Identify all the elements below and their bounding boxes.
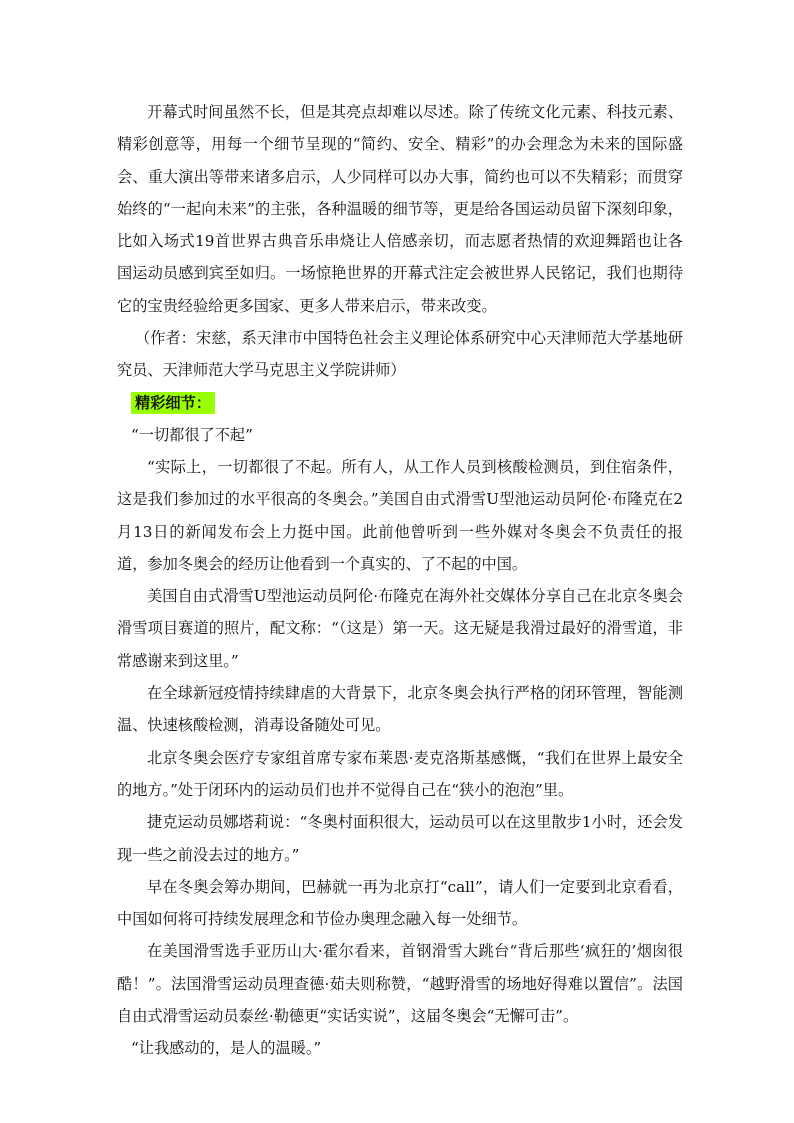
paragraph-athletes-praise: 在美国滑雪选手亚历山大·霍尔看来，首钢滑雪大跳台“背后那些‘疯狂的’烟囱很酷！”。法国滑雪运动员理查德·茹夫则称赞，“越野滑雪的场地好得难以置信”。法国自由式滑雪运动员泰丝·勒德更“实话实说”，这届冬奥会“无懈可击”。	[117, 942, 683, 1026]
paragraph-mccloskey: 北京冬奥会医疗专家组首席专家布莱恩·麦克洛斯基感慨，“我们在世界上最安全的地方。”处于闭环内的运动员们也并不觉得自己在“狭小的泡泡”里。	[117, 748, 683, 799]
document-body	[117, 96, 683, 1065]
paragraph-opening-ceremony: 开幕式时间虽然不长，但是其亮点却难以尽述。除了传统文化元素、科技元素、精彩创意等，用每一个细节呈现的“简约、安全、精彩”的办会理念为未来的国际盛会、重大演出等带来诸多启示，人少同样可以办大事，简约也可以不失精彩；而贯穿始终的“一起向未来”的主张，各种温暖的细节等，更是给各国运动员留下深刻印象，比如入场式19首世界古典音乐串烧让人倍感亲切，而志愿者热情的欢迎舞蹈也让各国运动员感到宾至如归。一场惊艳世界的开幕式注定会被世界人民铭记，我们也期待它的宝贵经验给更多国家、更多人带来启示，带来改变。	[117, 103, 683, 315]
quote-heading-1: “一切都很了不起”	[131, 425, 253, 444]
paragraph-bach: 早在冬奥会筹办期间，巴赫就一再为北京打“call”，请人们一定要到北京看看，中国如何将可持续发展理念和节俭办奥理念融入每一处细节。	[117, 877, 683, 929]
paragraph-closed-loop: 在全球新冠疫情持续肆虐的大背景下，北京冬奥会执行严格的闭环管理，智能测温、快速核酸检测，消毒设备随处可见。	[117, 684, 683, 735]
paragraph-bronk-quote: “实际上，一切都很了不起。所有人，从工作人员到核酸检测员，到住宿条件，这是我们参加过的水平很高的冬奥会。”美国自由式滑雪U型池运动员阿伦·布隆克在2月13日的新闻发布会上力挺中国。此前他曾听到一些外媒对冬奥会不负责任的报道，参加冬奥会的经历让他看到一个真实的、了不起的中国。	[117, 457, 683, 573]
author-note: （作者：宋慈，系天津市中国特色社会主义理论体系研究中心天津师范大学基地研究员、天津师范大学马克思主义学院讲师）	[117, 329, 683, 380]
section-heading: 精彩细节：	[131, 392, 215, 414]
paragraph-bronk-social: 美国自由式滑雪U型池运动员阿伦·布隆克在海外社交媒体分享自己在北京冬奥会滑雪项目赛道的照片，配文称：“（这是）第一天。这无疑是我滑过最好的滑雪道，非常感谢来到这里。”	[117, 587, 683, 670]
section-heading-line	[117, 387, 683, 419]
quote-heading-2: “让我感动的，是人的温暖。”	[131, 1039, 322, 1058]
paragraph-natalie: 捷克运动员娜塔莉说：“冬奥村面积很大，运动员可以在这里散步1小时，还会发现一些之前没去过的地方。”	[117, 813, 683, 864]
